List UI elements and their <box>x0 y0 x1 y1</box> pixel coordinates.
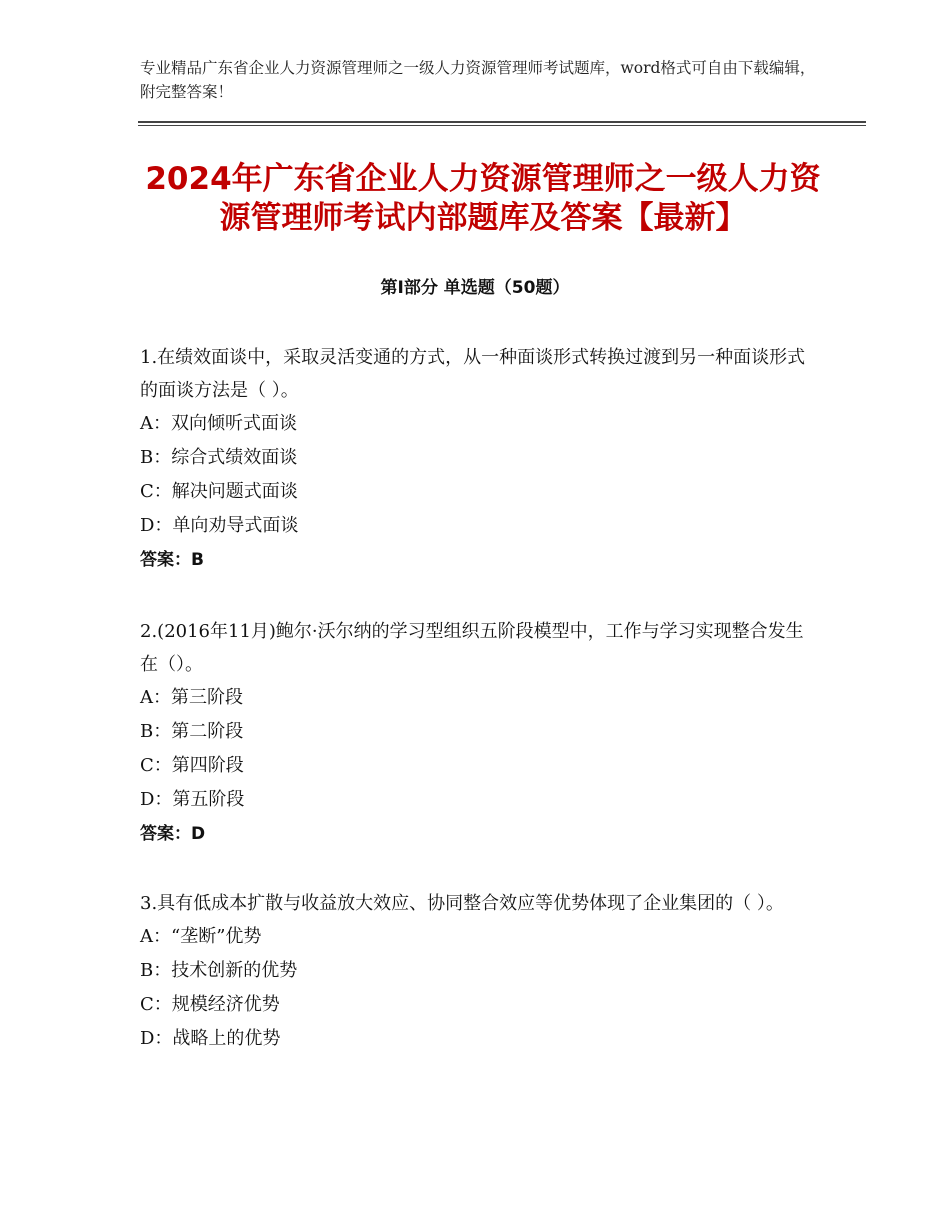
option-c: C：第四阶段 <box>140 755 244 776</box>
section-heading: 第I部分 单选题（50题） <box>380 278 570 298</box>
document-title: 2024年广东省企业人力资源管理师之一级人力资源管理师考试内部题库及答案【最新】 <box>145 161 821 236</box>
option-c: C：解决问题式面谈 <box>140 481 298 502</box>
option-b: B：综合式绩效面谈 <box>140 447 298 468</box>
answer-label: 答案：B <box>140 550 204 570</box>
option-d: D：单向劝导式面谈 <box>140 515 299 536</box>
option-d: D：第五阶段 <box>140 789 245 810</box>
option-b: B：技术创新的优势 <box>140 960 298 981</box>
intro-text: 专业精品广东省企业人力资源管理师之一级人力资源管理师考试题库，word格式可自由下载编辑，附完整答案！ <box>140 59 816 101</box>
question-stem: 1.在绩效面谈中，采取灵活变通的方式，从一种面谈形式转换过渡到另一种面谈形式的面谈方法是（ ）。 <box>140 347 806 401</box>
header-divider-thin <box>138 125 866 126</box>
option-d: D：战略上的优势 <box>140 1028 281 1049</box>
question-stem: 3.具有低成本扩散与收益放大效应、协同整合效应等优势体现了企业集团的（ ）。 <box>140 893 784 914</box>
header-divider-thick <box>138 121 866 123</box>
question-block <box>140 887 820 1056</box>
question-stem: 2.(2016年11月)鲍尔·沃尔纳的学习型组织五阶段模型中，工作与学习实现整合发生在（）。 <box>140 621 804 675</box>
answer-label: 答案：D <box>140 824 206 844</box>
option-b: B：第二阶段 <box>140 721 244 742</box>
option-a: A：“垄断”优势 <box>140 926 262 947</box>
option-a: A：第三阶段 <box>140 687 243 708</box>
option-c: C：规模经济优势 <box>140 994 280 1015</box>
question-block <box>140 341 820 577</box>
option-a: A：双向倾听式面谈 <box>140 413 297 434</box>
question-block <box>140 615 820 851</box>
